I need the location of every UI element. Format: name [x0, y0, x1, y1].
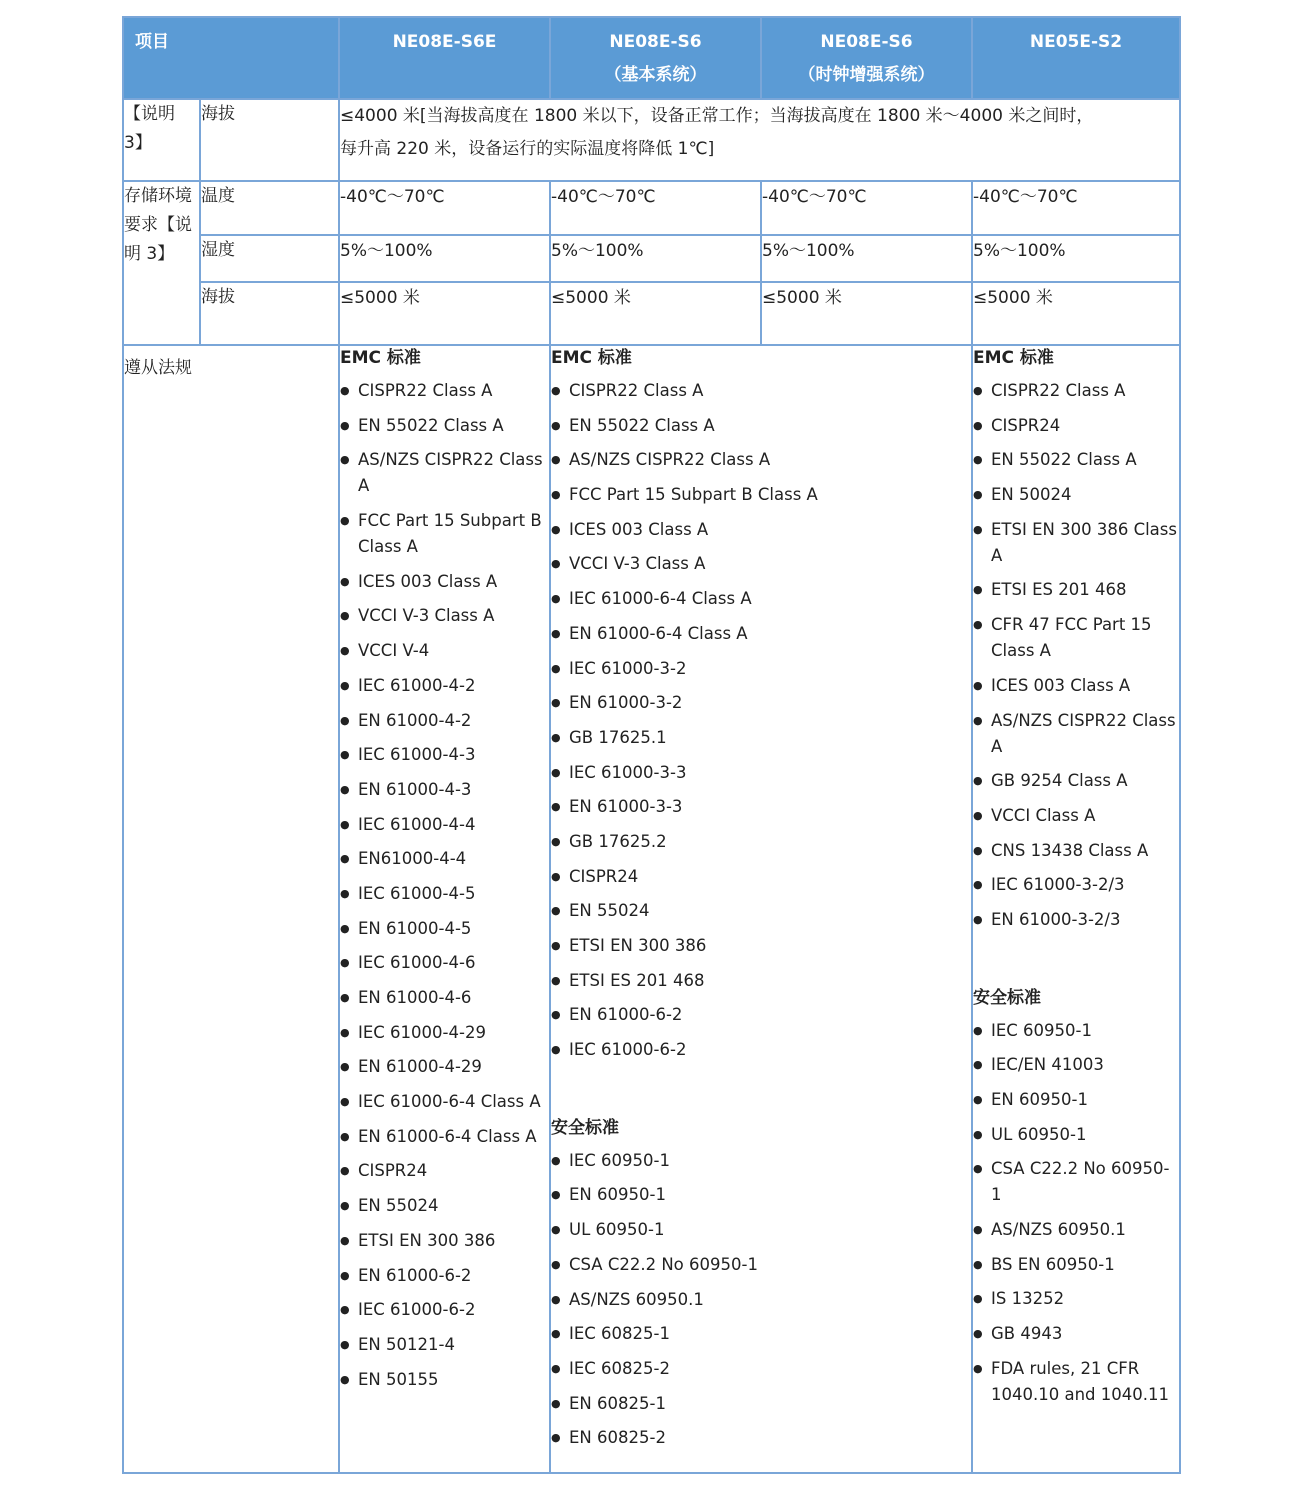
standard-item: ● CISPR22 Class A — [973, 378, 1179, 404]
standard-item: ● AS/NZS CISPR22 Class A — [551, 447, 971, 473]
storage-temp-row — [123, 181, 1180, 235]
standard-item: ● IEC 60950-1 — [551, 1148, 971, 1174]
header-item: 项目 — [123, 17, 339, 99]
standard-item: ● ETSI EN 300 386 — [551, 933, 971, 959]
standard-item: ● IEC 61000-4-4 — [340, 812, 549, 838]
standard-item: ● CFR 47 FCC Part 15 Class A — [973, 612, 1179, 664]
standard-item: ● EN 60825-1 — [551, 1391, 971, 1417]
standard-item: ● CISPR24 — [340, 1158, 549, 1184]
storage-altitude-row — [123, 282, 1180, 345]
standard-item: ● IEC 60825-1 — [551, 1321, 971, 1347]
storage-altitude-value: ≤5000 米 — [972, 282, 1180, 345]
standard-item: ● EN 61000-6-4 Class A — [551, 621, 971, 647]
altitude-group-label: 【说明 3】 — [123, 99, 200, 181]
safety-title: 安全标准 — [551, 1117, 619, 1138]
emc-list — [973, 378, 1179, 933]
emc-title: EMC 标准 — [551, 348, 632, 368]
standard-item: ● EN 61000-4-6 — [340, 985, 549, 1011]
standard-item: ● ICES 003 Class A — [551, 517, 971, 543]
compliance-row — [123, 345, 1180, 1473]
compliance-ne05e-s2 — [972, 345, 1180, 1473]
standard-item: ● EN 61000-3-3 — [551, 794, 971, 820]
altitude-value: ≤4000 米[当海拔高度在 1800 米以下，设备正常工作；当海拔高度在 1800 米～4000 米之间时， 每升高 220 米，设备运行的实际温度将降低 1℃] — [339, 99, 1180, 181]
standard-item: ● IEC 61000-6-2 — [340, 1297, 549, 1323]
header-ne05e-s2: NE05E-S2 — [972, 17, 1180, 99]
standard-item: ● AS/NZS 60950.1 — [973, 1217, 1179, 1243]
standard-item: ● IEC 61000-4-5 — [340, 881, 549, 907]
standard-item: ● CNS 13438 Class A — [973, 838, 1179, 864]
standard-item: ● EN 50155 — [340, 1367, 549, 1393]
storage-temp-value: -40℃～70℃ — [339, 181, 550, 235]
standard-item: ● EN61000-4-4 — [340, 846, 549, 872]
storage-humidity-label: 湿度 — [200, 235, 339, 282]
standard-item: ● CISPR22 Class A — [340, 378, 549, 404]
standard-item: ● AS/NZS CISPR22 Class A — [340, 447, 549, 499]
standard-item: ● VCCI V-3 Class A — [340, 603, 549, 629]
safety-list — [551, 1148, 971, 1452]
compliance-ne08e-s6e — [339, 345, 550, 1473]
standard-item: ● CSA C22.2 No 60950-1 — [973, 1156, 1179, 1208]
standard-item: ● CISPR22 Class A — [551, 378, 971, 404]
standard-item: ● EN 55022 Class A — [973, 447, 1179, 473]
emc-list — [551, 378, 971, 1063]
standard-item: ● ETSI EN 300 386 — [340, 1228, 549, 1254]
standard-item: ● EN 61000-4-3 — [340, 777, 549, 803]
storage-temp-value: -40℃～70℃ — [550, 181, 761, 235]
standard-item: ● IEC/EN 41003 — [973, 1052, 1179, 1078]
standard-item: ● UL 60950-1 — [551, 1217, 971, 1243]
altitude-row — [123, 99, 1180, 181]
standard-item: ● EN 60950-1 — [973, 1087, 1179, 1113]
emc-title: EMC 标准 — [340, 348, 421, 368]
standard-item: ● EN 61000-3-2 — [551, 690, 971, 716]
standard-item: ● VCCI V-3 Class A — [551, 551, 971, 577]
standard-item: ● EN 50024 — [973, 482, 1179, 508]
standard-item: ● EN 61000-6-2 — [340, 1263, 549, 1289]
storage-temp-label: 温度 — [200, 181, 339, 235]
altitude-label: 海拔 — [200, 99, 339, 181]
standard-item: ● GB 17625.2 — [551, 829, 971, 855]
storage-humidity-row — [123, 235, 1180, 282]
storage-altitude-value: ≤5000 米 — [550, 282, 761, 345]
standard-item: ● IEC 61000-6-4 Class A — [340, 1089, 549, 1115]
standard-item: ● ICES 003 Class A — [973, 673, 1179, 699]
standard-item: ● CISPR24 — [551, 864, 971, 890]
standard-item: ● EN 60825-2 — [551, 1425, 971, 1451]
standard-item: ● IEC 60825-2 — [551, 1356, 971, 1382]
standard-item: ● IEC 61000-3-3 — [551, 760, 971, 786]
standard-item: ● GB 17625.1 — [551, 725, 971, 751]
standard-item: ● AS/NZS 60950.1 — [551, 1287, 971, 1313]
storage-group-label: 存储环境要求【说明 3】 — [123, 181, 200, 345]
standard-item: ● FDA rules, 21 CFR 1040.10 and 1040.11 — [973, 1356, 1179, 1408]
standard-item: ● VCCI Class A — [973, 803, 1179, 829]
standard-item: ● IEC 61000-3-2 — [551, 656, 971, 682]
header-ne08e-s6-basic: NE08E-S6 （基本系统） — [550, 17, 761, 99]
standard-item: ● IEC 61000-3-2/3 — [973, 872, 1179, 898]
safety-title: 安全标准 — [973, 987, 1041, 1008]
standard-item: ● EN 61000-4-2 — [340, 708, 549, 734]
standard-item: ● ETSI ES 201 468 — [973, 577, 1179, 603]
standard-item: ● EN 61000-6-4 Class A — [340, 1124, 549, 1150]
standard-item: ● IS 13252 — [973, 1286, 1179, 1312]
standard-item: ● ETSI ES 201 468 — [551, 968, 971, 994]
storage-humidity-value: 5%～100% — [550, 235, 761, 282]
standard-item: ● IEC 61000-4-29 — [340, 1020, 549, 1046]
compliance-ne08e-s6 — [550, 345, 972, 1473]
standard-item: ● IEC 61000-6-2 — [551, 1037, 971, 1063]
compliance-label: 遵从法规 — [123, 345, 339, 1473]
standard-item: ● IEC 61000-6-4 Class A — [551, 586, 971, 612]
header-ne08e-s6e: NE08E-S6E — [339, 17, 550, 99]
standard-item: ● IEC 61000-4-2 — [340, 673, 549, 699]
spec-table — [122, 16, 1181, 1474]
standard-item: ● IEC 60950-1 — [973, 1018, 1179, 1044]
storage-altitude-value: ≤5000 米 — [761, 282, 972, 345]
standard-item: ● EN 55024 — [340, 1193, 549, 1219]
standard-item: ● EN 61000-6-2 — [551, 1002, 971, 1028]
storage-humidity-value: 5%～100% — [761, 235, 972, 282]
standard-item: ● VCCI V-4 — [340, 638, 549, 664]
standard-item: ● EN 61000-4-29 — [340, 1054, 549, 1080]
storage-humidity-value: 5%～100% — [972, 235, 1180, 282]
standard-item: ● GB 9254 Class A — [973, 768, 1179, 794]
standard-item: ● GB 4943 — [973, 1321, 1179, 1347]
standard-item: ● UL 60950-1 — [973, 1122, 1179, 1148]
standard-item: ● ETSI EN 300 386 Class A — [973, 517, 1179, 569]
storage-temp-value: -40℃～70℃ — [972, 181, 1180, 235]
standard-item: ● AS/NZS CISPR22 Class A — [973, 708, 1179, 760]
header-row — [123, 17, 1180, 99]
standard-item: ● EN 60950-1 — [551, 1182, 971, 1208]
storage-altitude-value: ≤5000 米 — [339, 282, 550, 345]
standard-item: ● FCC Part 15 Subpart B Class A — [340, 508, 549, 560]
standard-item: ● EN 50121-4 — [340, 1332, 549, 1358]
standard-item: ● EN 61000-3-2/3 — [973, 907, 1179, 933]
standard-item: ● EN 61000-4-5 — [340, 916, 549, 942]
storage-temp-value: -40℃～70℃ — [761, 181, 972, 235]
standard-item: ● EN 55022 Class A — [340, 413, 549, 439]
safety-list — [973, 1018, 1179, 1408]
standard-item: ● IEC 61000-4-3 — [340, 742, 549, 768]
standard-item: ● ICES 003 Class A — [340, 569, 549, 595]
standard-item: ● EN 55022 Class A — [551, 413, 971, 439]
standard-item: ● BS EN 60950-1 — [973, 1252, 1179, 1278]
emc-title: EMC 标准 — [973, 348, 1054, 368]
storage-humidity-value: 5%～100% — [339, 235, 550, 282]
standard-item: ● CSA C22.2 No 60950-1 — [551, 1252, 971, 1278]
standard-item: ● EN 55024 — [551, 898, 971, 924]
storage-altitude-label: 海拔 — [200, 282, 339, 345]
standard-item: ● CISPR24 — [973, 413, 1179, 439]
standard-item: ● FCC Part 15 Subpart B Class A — [551, 482, 971, 508]
emc-list — [340, 378, 549, 1393]
header-ne08e-s6-clock: NE08E-S6 （时钟增强系统） — [761, 17, 972, 99]
standard-item: ● IEC 61000-4-6 — [340, 950, 549, 976]
